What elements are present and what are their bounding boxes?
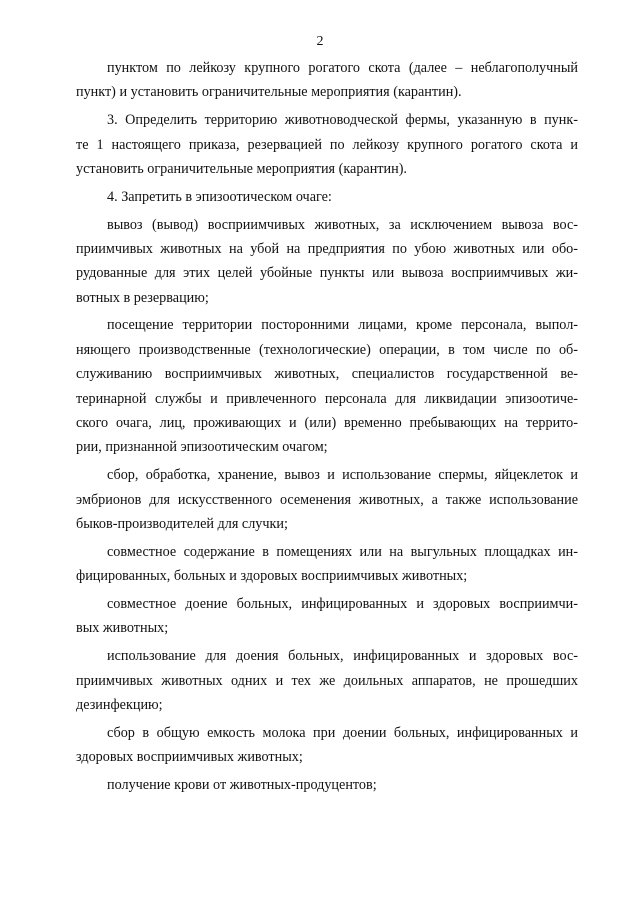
paragraph bbox=[76, 463, 578, 536]
paragraph bbox=[76, 540, 578, 589]
text-line: пункт) и установить ограничительные мероприятия (карантин). bbox=[76, 84, 462, 101]
text-line: быков-производителей для случки; bbox=[76, 515, 288, 532]
text-line: те 1 настоящего приказа, резервацией по лейкозу крупного рогатого скота и bbox=[76, 136, 578, 153]
text-line: посещение территории посторонними лицами, кроме персонала, выпол- bbox=[107, 317, 578, 334]
text-line: установить ограничительные мероприятия (карантин). bbox=[76, 160, 407, 177]
text-line: вотных в резервацию; bbox=[76, 289, 209, 306]
document-body bbox=[76, 56, 578, 801]
text-line: 4. Запретить в эпизоотическом очаге: bbox=[107, 188, 332, 205]
paragraph bbox=[76, 773, 578, 797]
text-line: сбор в общую емкость молока при доении больных, инфицированных и bbox=[107, 724, 578, 741]
text-line: пунктом по лейкозу крупного рогатого скота (далее – неблагополучный bbox=[107, 60, 578, 76]
text-line: получение крови от животных-продуцентов; bbox=[107, 776, 377, 793]
paragraph bbox=[76, 213, 578, 311]
text-line: использование для доения больных, инфицированных и здоровых вос- bbox=[107, 648, 578, 665]
text-line: вых животных; bbox=[76, 620, 169, 637]
text-line: вывоз (вывод) восприимчивых животных, за исключением вывоза вос- bbox=[107, 216, 578, 233]
text-line: ского очага, лиц, проживающих и (или) временно пребывающих на террито- bbox=[76, 415, 578, 432]
text-line: фицированных, больных и здоровых восприимчивых животных; bbox=[76, 568, 468, 585]
paragraph bbox=[76, 721, 578, 770]
text-line: рии, признанной эпизоотическим очагом; bbox=[76, 439, 328, 456]
text-line: приимчивых животных на убой на предприятия по убою животных или обо- bbox=[76, 240, 578, 257]
paragraph bbox=[76, 644, 578, 717]
paragraph bbox=[76, 185, 578, 209]
text-line: эмбрионов для искусственного осеменения животных, а также использование bbox=[76, 491, 578, 508]
text-line: рудованные для этих целей убойные пункты или вывоза восприимчивых жи- bbox=[76, 265, 578, 282]
text-line: здоровых восприимчивых животных; bbox=[76, 749, 303, 766]
paragraph bbox=[76, 56, 578, 105]
paragraph bbox=[76, 108, 578, 181]
text-line: 3. Определить территорию животноводческой фермы, указанную в пунк- bbox=[107, 112, 578, 129]
page-number: 2 bbox=[316, 34, 324, 49]
text-line: приимчивых животных одних и тех же доильных аппаратов, не прошедших bbox=[76, 672, 578, 689]
text-line: няющего производственные (технологические) операции, в том числе по об- bbox=[76, 341, 578, 358]
text-line: сбор, обработка, хранение, вывоз и использование спермы, яйцеклеток и bbox=[107, 467, 578, 484]
paragraph bbox=[76, 313, 578, 459]
text-line: дезинфекцию; bbox=[76, 696, 163, 713]
text-line: совместное доение больных, инфицированных и здоровых восприимчи- bbox=[107, 595, 578, 612]
text-line: теринарной службы и привлеченного персонала для ликвидации эпизоотиче- bbox=[76, 390, 578, 407]
text-line: служиванию восприимчивых животных, специалистов государственной ве- bbox=[76, 366, 578, 383]
text-line: совместное содержание в помещениях или на выгульных площадках ин- bbox=[107, 543, 578, 560]
paragraph bbox=[76, 592, 578, 641]
